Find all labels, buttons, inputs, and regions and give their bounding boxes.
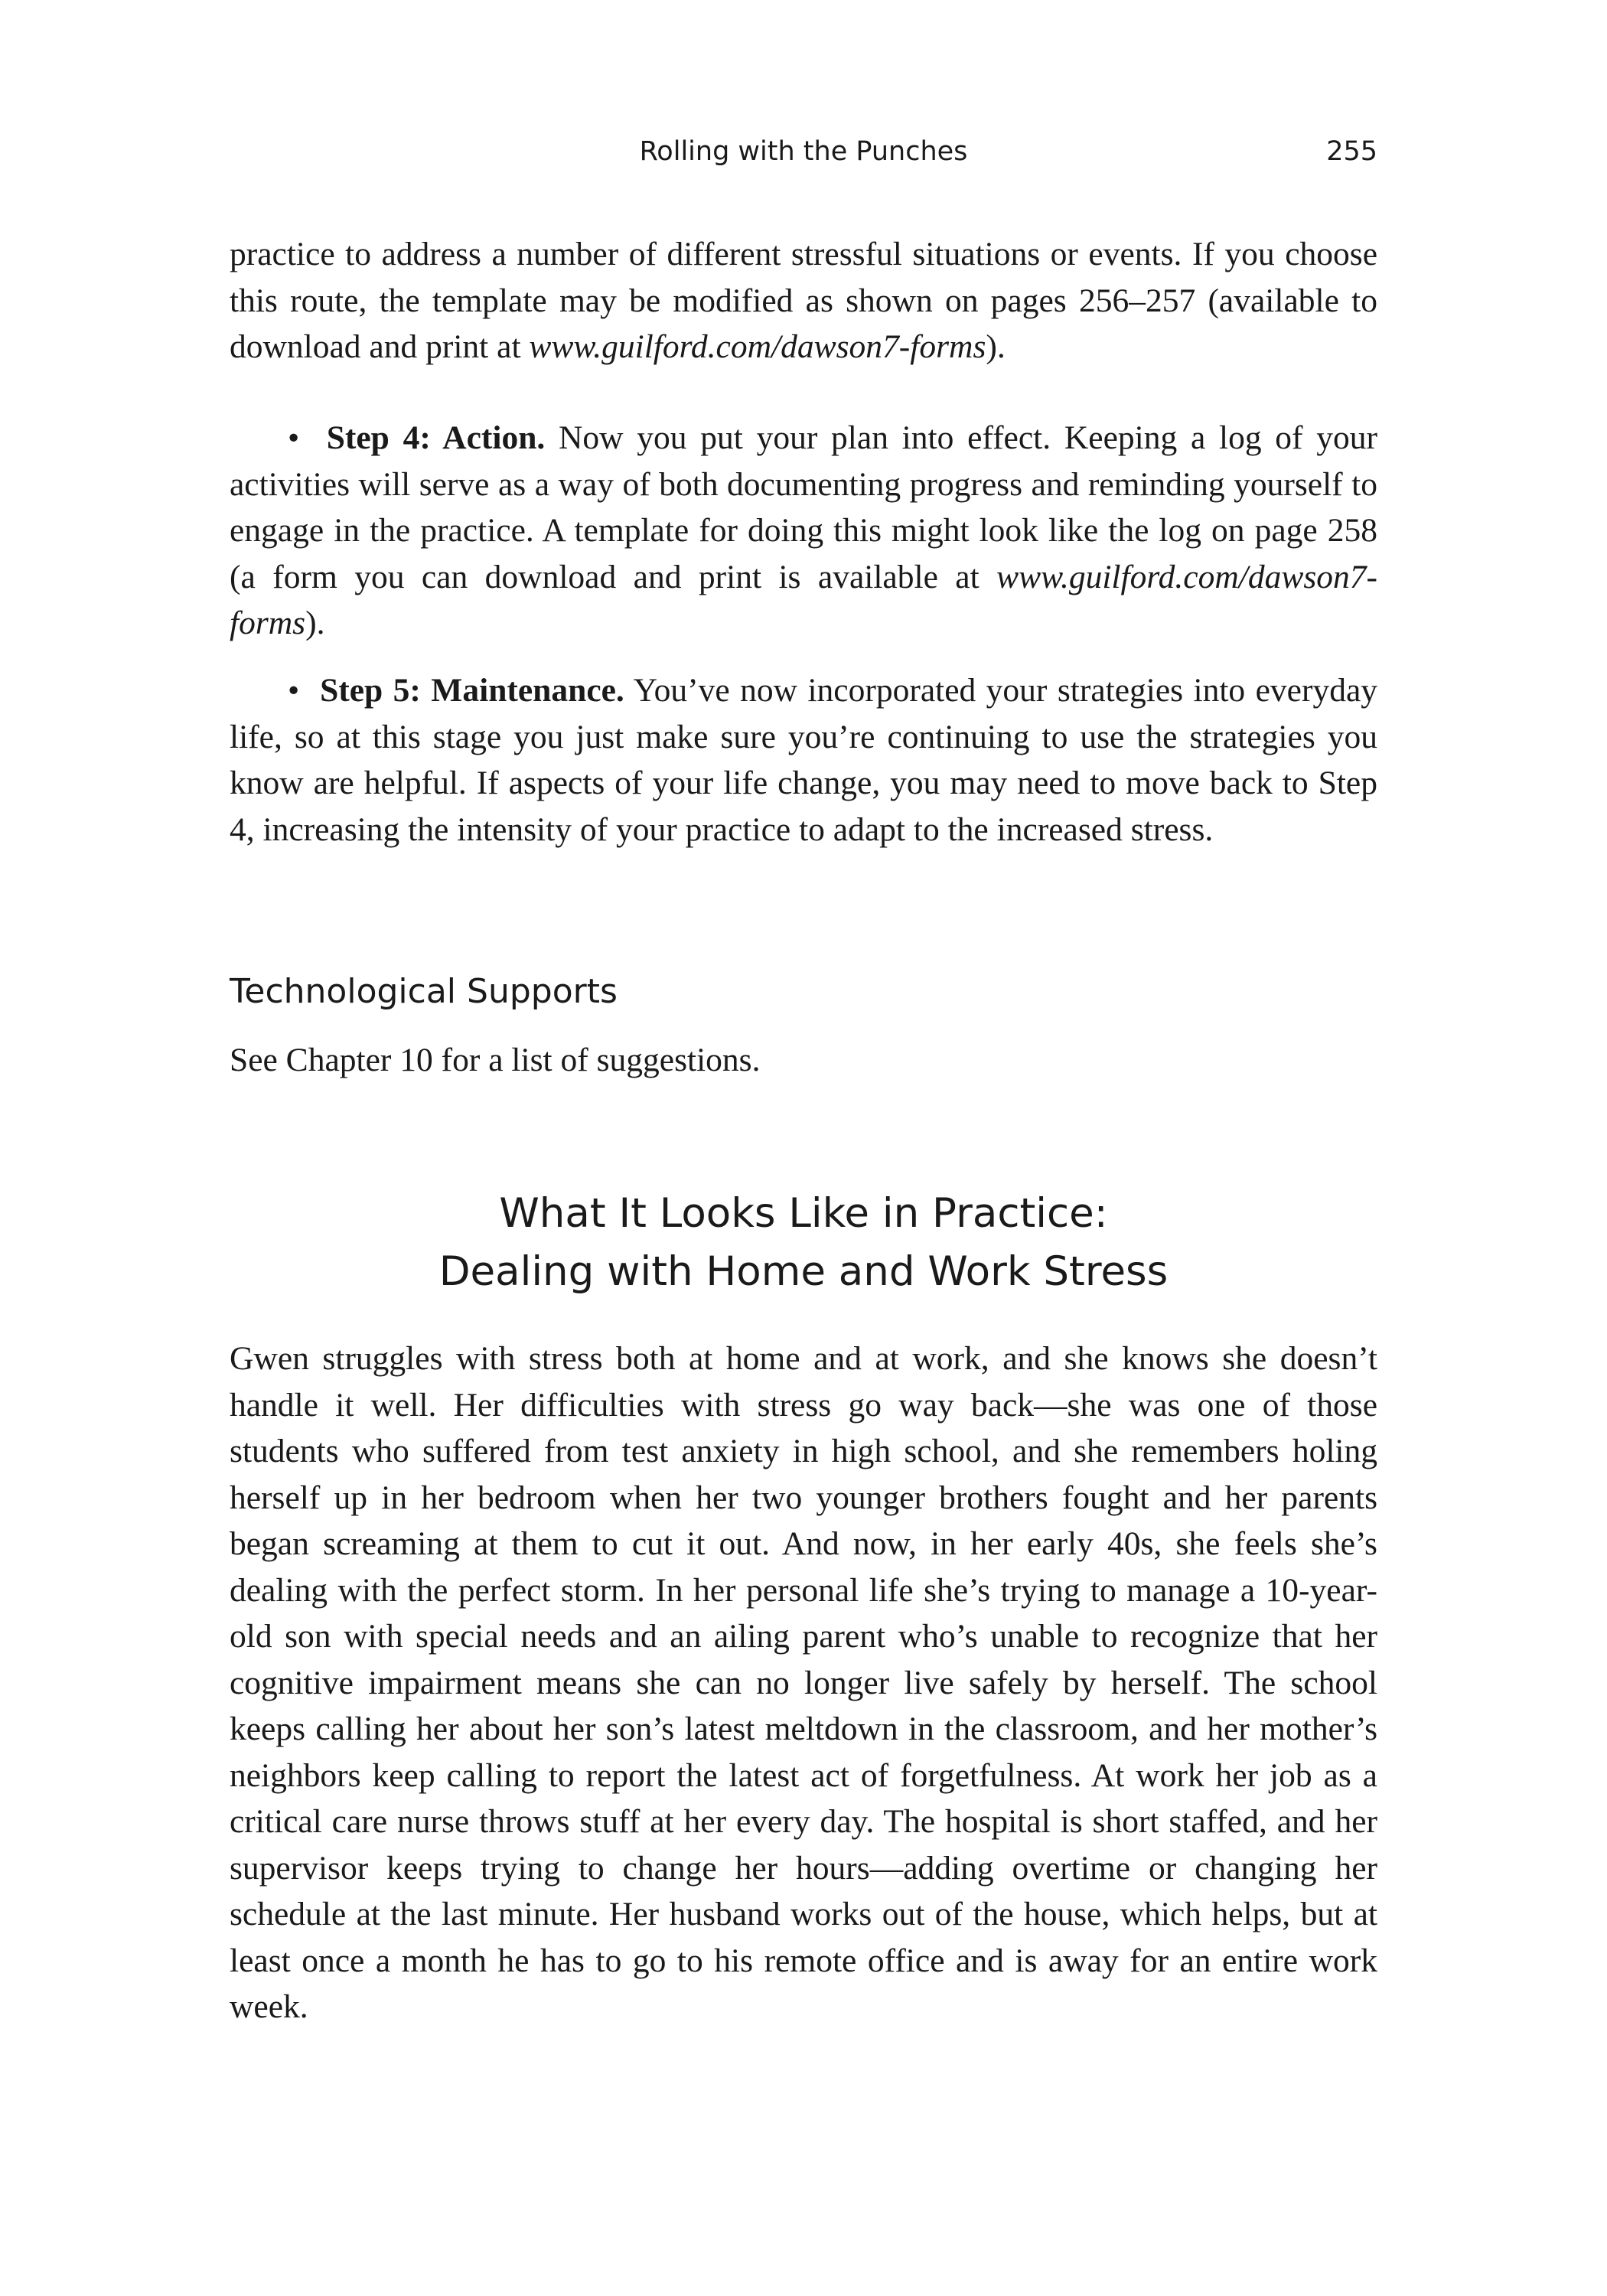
intro-text: practice to address a number of different stressful situations or events. If you choose this route, the template may be modified as shown on pages 256–257 (available to download and print at	[230, 236, 1377, 365]
section-heading-line2: Dealing with Home and Work Stress	[438, 1248, 1169, 1295]
forms-link[interactable]: www.guilford.com/dawson7-forms	[529, 328, 986, 365]
step4-label: Step 4: Action.	[326, 419, 546, 456]
bullet-icon: •	[288, 672, 300, 709]
bullet-icon: •	[288, 419, 300, 456]
intro-paragraph	[230, 231, 1377, 370]
see-chapter-text: See Chapter 10 for a list of suggestions.	[230, 1042, 761, 1078]
intro-text-end: ).	[986, 328, 1006, 365]
step5-text: You’ve now incorporated your strategies into everyday life, so at this stage you just make sure you’re continuing to use the strategies you know are helpful. If aspects of your life change, you may need to move back to Step 4, increasing the intensity of your practice to adapt to the increased stress.	[230, 672, 1378, 848]
step5-paragraph	[230, 667, 1377, 853]
section-heading-line1: What It Looks Like in Practice:	[499, 1190, 1108, 1237]
subheading-technological-supports: Technological Supports	[230, 972, 618, 1011]
story-paragraph: Gwen struggles with stress both at home and at work, and she knows she doesn’t handle it well. Her difficulties with stress go way back—she was one of those students who suffered from test anxiety in high school, and she remembers holing herself up in her bedroom when her two younger brothers fought and her parents began screaming at them to cut it out. And now, in her early 40s, she feels she’s dealing with the perfect storm. In her personal life she’s trying to manage a 10-year-old son with special needs and an ailing parent who’s unable to recognize that her cognitive impairment means she can no longer live safely by herself. The school keeps calling her about her son’s latest meltdown in the classroom, and her mother’s neighbors keep calling to report the latest act of forgetfulness. At work her job as a critical care nurse throws stuff at her every day. The hospital is short staffed, and her supervisor keeps trying to change her hours—adding overtime or changing her schedule at the last minute. Her husband works out of the house, which helps, but at least once a month he has to go to his remote office and is away for an entire work week.	[230, 1340, 1377, 2025]
step5-label: Step 5: Maintenance.	[320, 672, 624, 709]
step4-paragraph	[230, 415, 1377, 647]
forms-link[interactable]: www.guilford.com/dawson7-forms	[230, 558, 1377, 641]
section-heading	[230, 1185, 1377, 1301]
step4-text: Now you put your plan into effect. Keeping a log of your activities will serve as a way of both documenting progress and reminding yourself to engage in the practice. A template for doing this might look like the log on page 258 (a form you can download and print is available at	[230, 419, 1377, 595]
running-title: Rolling with the Punches	[639, 136, 968, 167]
page-number: 255	[1326, 136, 1377, 167]
running-head	[230, 136, 1377, 174]
step4-text-end: ).	[305, 605, 325, 641]
